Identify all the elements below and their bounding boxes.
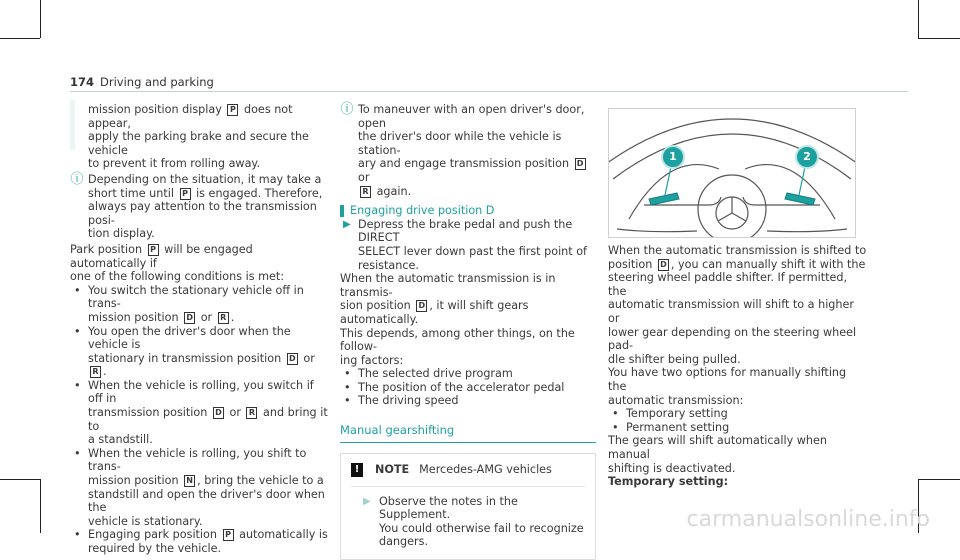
watermark: carmanualsonline.info xyxy=(686,507,930,533)
list-item: • When the vehicle is rolling, you shift to trans- mission position N , bring the vehicle to a standstill and open the driver's door when the vehicle is stationary. xyxy=(70,447,330,529)
key-d: D xyxy=(287,353,298,365)
key-d: D xyxy=(575,158,586,170)
list-item: • The driving speed xyxy=(340,394,596,408)
note-label: NOTE xyxy=(375,462,410,476)
right-paddle-shifter xyxy=(785,193,815,205)
key-r: R xyxy=(218,312,229,324)
list-item: • When the vehicle is rolling, you switch if off in transmission position D or R and bring it to a standstill. xyxy=(70,379,330,447)
paragraph: You have two options for manually shifting the automatic transmission: xyxy=(608,366,847,407)
step-arrow-icon: ▶ xyxy=(363,495,371,507)
key-r: R xyxy=(90,366,101,378)
crop-mark xyxy=(0,38,40,39)
list-item: • Permanent setting xyxy=(608,421,868,435)
info-icon: ⓘ xyxy=(340,102,354,117)
crop-mark xyxy=(40,0,41,38)
key-p: P xyxy=(227,104,238,116)
key-d: D xyxy=(416,300,427,312)
key-n: N xyxy=(184,475,195,487)
options-list xyxy=(608,407,868,434)
info-note: ⓘ To maneuver with an open driver's door, open the driver's door while the vehicle is station- ary and engage transmission position D or R again. xyxy=(340,102,585,198)
key-d: D xyxy=(213,407,224,419)
crop-mark xyxy=(40,479,41,533)
note-title: Mercedes-AMG vehicles xyxy=(419,462,552,476)
lead-paragraph: mission position display P does not appear, apply the parking brake and secure the vehicle to prevent it from rolling away. xyxy=(88,103,309,171)
crop-mark xyxy=(918,479,960,480)
list-item: • You switch the stationary vehicle off in trans- mission position D or R . xyxy=(70,284,330,325)
header-rule xyxy=(70,91,908,92)
key-r: R xyxy=(246,407,257,419)
subheading: Temporary setting: xyxy=(608,475,729,489)
column-2 xyxy=(340,103,596,560)
page-header xyxy=(70,76,214,90)
list-item: • The selected drive program xyxy=(340,367,596,381)
instruction-step: ▶ Depress the brake pedal and push the DIRECT SELECT lever down past the first point of resistance. xyxy=(343,217,587,272)
info-note: ⓘ Depending on the situation, it may take a short time until P is engaged. Therefore, always pay attention to the transmission posi- tion display. xyxy=(70,171,323,241)
key-r: R xyxy=(360,186,371,198)
note-header xyxy=(341,454,595,486)
callout-2: 2 xyxy=(795,145,819,169)
step-arrow-icon: ▶ xyxy=(343,218,351,230)
crop-mark xyxy=(918,38,960,39)
section-title: Driving and parking xyxy=(100,75,214,89)
section-heading: Engaging drive position D xyxy=(340,204,596,218)
list-item: • Engaging park position P automatically is required by the vehicle. xyxy=(70,528,330,555)
steering-wheel-diagram xyxy=(608,108,856,238)
page-number: 174 xyxy=(70,75,95,89)
paragraph: When the automatic transmission is in transmis- sion position D , it will shift gears automatically. This depends, among other things, on the follow- ing factors: xyxy=(340,272,575,367)
paragraph: When the automatic transmission is shifted to position D , you can manually shift it with the steering wheel paddle shifter. If permitted, the automatic transmission will shift to a higher or lower gear depending on the steering wheel pad- dle shifter being pulled. xyxy=(608,244,867,366)
manual-gearshifting-heading: Manual gearshifting xyxy=(340,424,596,443)
list-item: • The position of the accelerator pedal xyxy=(340,381,596,395)
column-3 xyxy=(608,244,868,489)
list-item: • Temporary setting xyxy=(608,407,868,421)
key-p: P xyxy=(223,529,234,541)
crop-mark xyxy=(0,479,40,480)
key-p: P xyxy=(148,244,159,256)
key-d: D xyxy=(658,259,669,271)
note-body: ▶ Observe the notes in the Supplement. You could otherwise fail to recognize dangers. xyxy=(363,494,584,549)
key-d: D xyxy=(184,312,195,324)
paragraph: The gears will shift automatically when manual shifting is deactivated. xyxy=(608,434,827,475)
crop-mark xyxy=(918,0,919,38)
warning-icon: ! xyxy=(351,463,363,477)
steering-wheel-illustration xyxy=(609,109,855,237)
left-paddle-shifter xyxy=(649,193,679,205)
note-box xyxy=(340,453,596,560)
conditions-list xyxy=(70,284,330,556)
list-item: • You open the driver's door when the vehicle is stationary in transmission position D or R . xyxy=(70,325,330,379)
park-intro: Park position P will be engaged automatically if one of the following conditions is met: xyxy=(70,242,285,284)
key-p: P xyxy=(180,188,191,200)
factors-list xyxy=(340,367,596,408)
info-icon: ⓘ xyxy=(70,171,84,187)
callout-1: 1 xyxy=(661,145,685,169)
column-1 xyxy=(70,103,330,556)
